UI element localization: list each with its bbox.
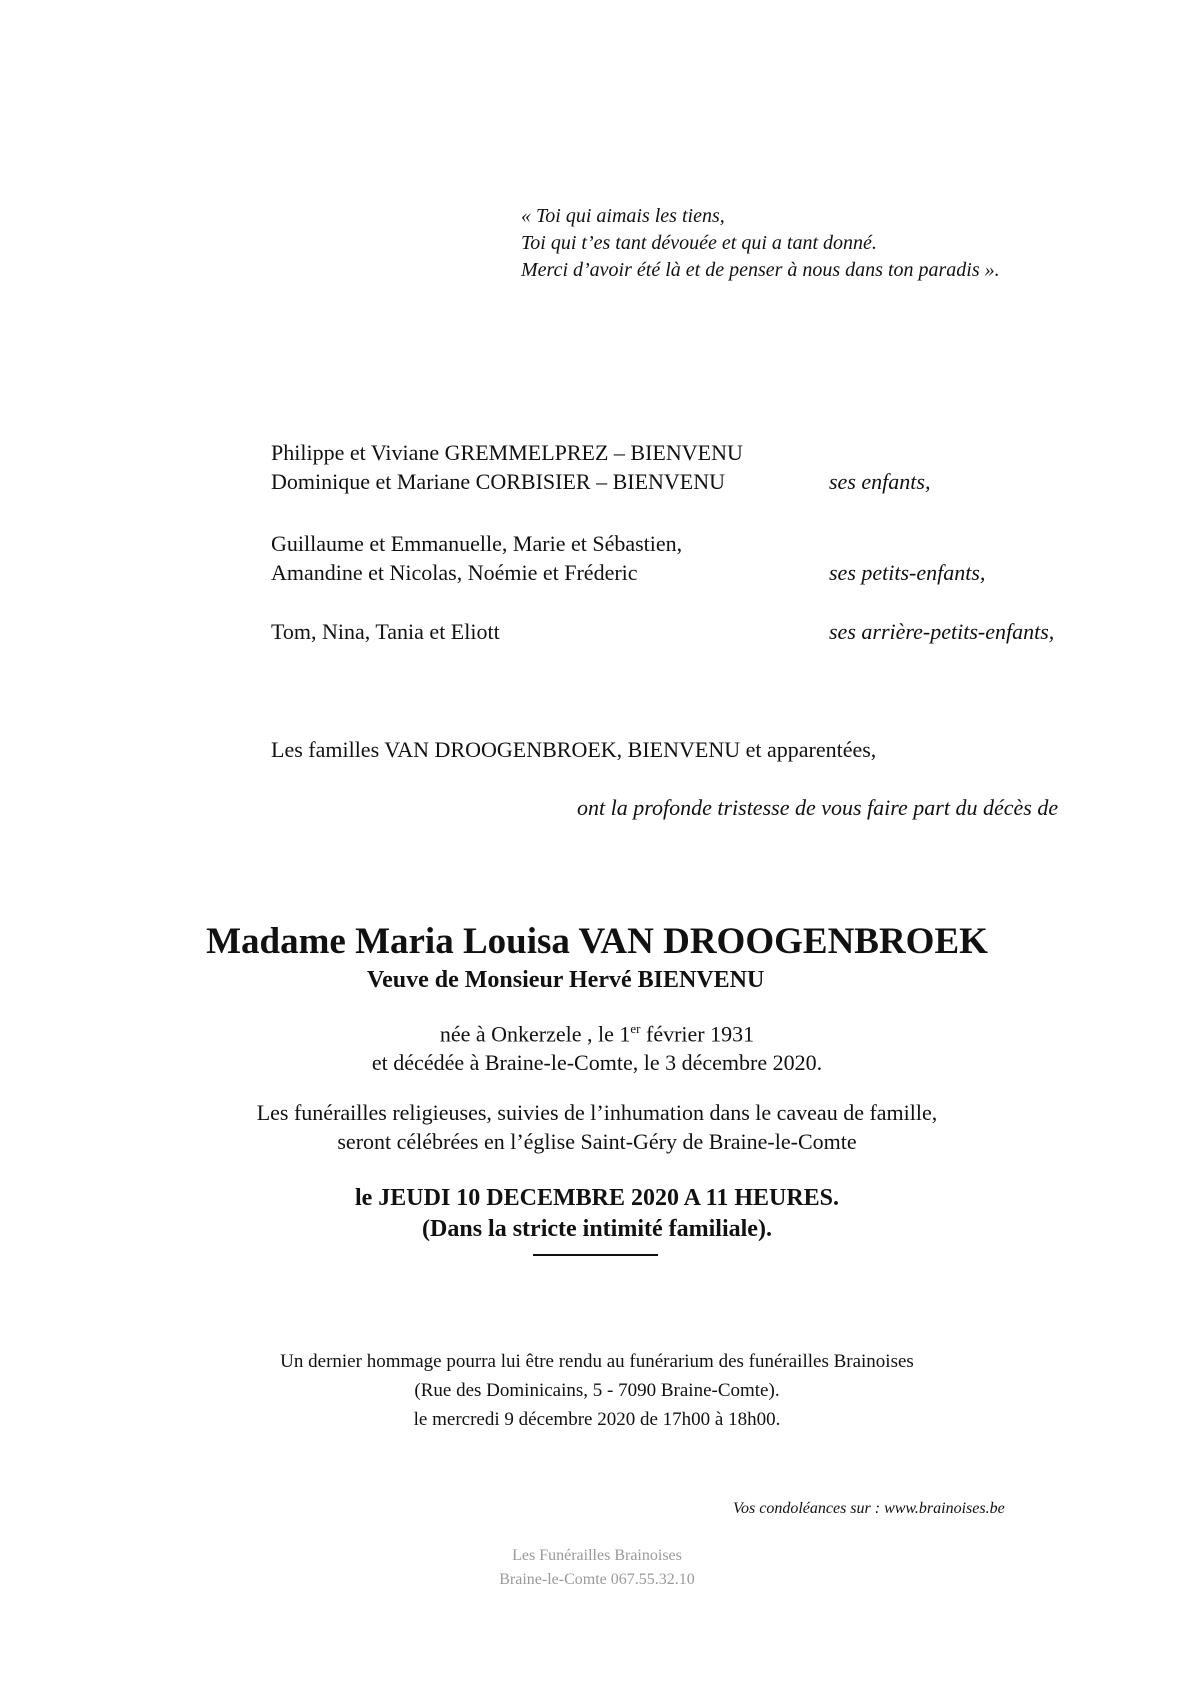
homage-line-3: le mercredi 9 décembre 2020 de 17h00 à 18h00. <box>413 1409 781 1430</box>
poem-line: « Toi qui aimais les tiens, <box>521 205 725 227</box>
funeral-note: (Dans la stricte intimité familiale). <box>422 1216 772 1242</box>
poem <box>521 203 1000 284</box>
funeral-line-2: seront célébrées en l’église Saint-Géry de Braine-le-Comte <box>337 1129 857 1154</box>
birth-line <box>0 1021 1194 1047</box>
announcement-line: ont la profonde tristesse de vous faire part du décès de <box>577 795 1059 820</box>
great-grandchildren: Tom, Nina, Tania et Eliott <box>271 619 500 644</box>
children-line-2: Dominique et Mariane CORBISIER – BIENVENU <box>271 469 725 494</box>
families-line: Les familles VAN DROOGENBROEK, BIENVENU et apparentées, <box>271 737 877 762</box>
footer-company: Les Funérailles Brainoises <box>512 1547 682 1564</box>
homage-line-2: (Rue des Dominicains, 5 - 7090 Braine-Comte). <box>414 1380 780 1401</box>
funeral-line-1: Les funérailles religieuses, suivies de l’inhumation dans le caveau de famille, <box>256 1100 938 1125</box>
children-line-1: Philippe et Viviane GREMMELPREZ – BIENVENU <box>271 440 743 465</box>
grandchildren-line-1: Guillaume et Emmanuelle, Marie et Sébastien, <box>271 531 683 556</box>
grandchildren-line-2: Amandine et Nicolas, Noémie et Fréderic <box>271 560 638 585</box>
death-line: et décédée à Braine-le-Comte, le 3 décembre 2020. <box>371 1050 823 1075</box>
birth-superscript: er <box>630 1021 641 1036</box>
condolences-link[interactable]: Vos condoléances sur : www.brainoises.be <box>733 1500 1005 1517</box>
poem-line: Toi qui t’es tant dévouée et qui a tant donné. <box>521 232 877 254</box>
deceased-name: Madame Maria Louisa VAN DROOGENBROEK <box>206 921 988 962</box>
footer-contact: Braine-le-Comte 067.55.32.10 <box>499 1571 695 1588</box>
great-grandchildren-relation: ses arrière-petits-enfants, <box>829 619 1055 644</box>
poem-line: Merci d’avoir été là et de penser à nous dans ton paradis ». <box>521 259 1000 281</box>
grandchildren-relation: ses petits-enfants, <box>829 560 986 585</box>
widow-of: Veuve de Monsieur Hervé BIENVENU <box>367 967 765 993</box>
birth-prefix: née à Onkerzele , le 1 <box>439 1021 631 1047</box>
divider-rule <box>533 1254 658 1256</box>
funeral-date: le JEUDI 10 DECEMBRE 2020 A 11 HEURES. <box>354 1185 840 1211</box>
birth-suffix: février 1931 <box>640 1021 755 1047</box>
children-relation: ses enfants, <box>829 469 931 494</box>
homage-line-1: Un dernier hommage pourra lui être rendu au funérarium des funérailles Brainoises <box>280 1351 914 1372</box>
